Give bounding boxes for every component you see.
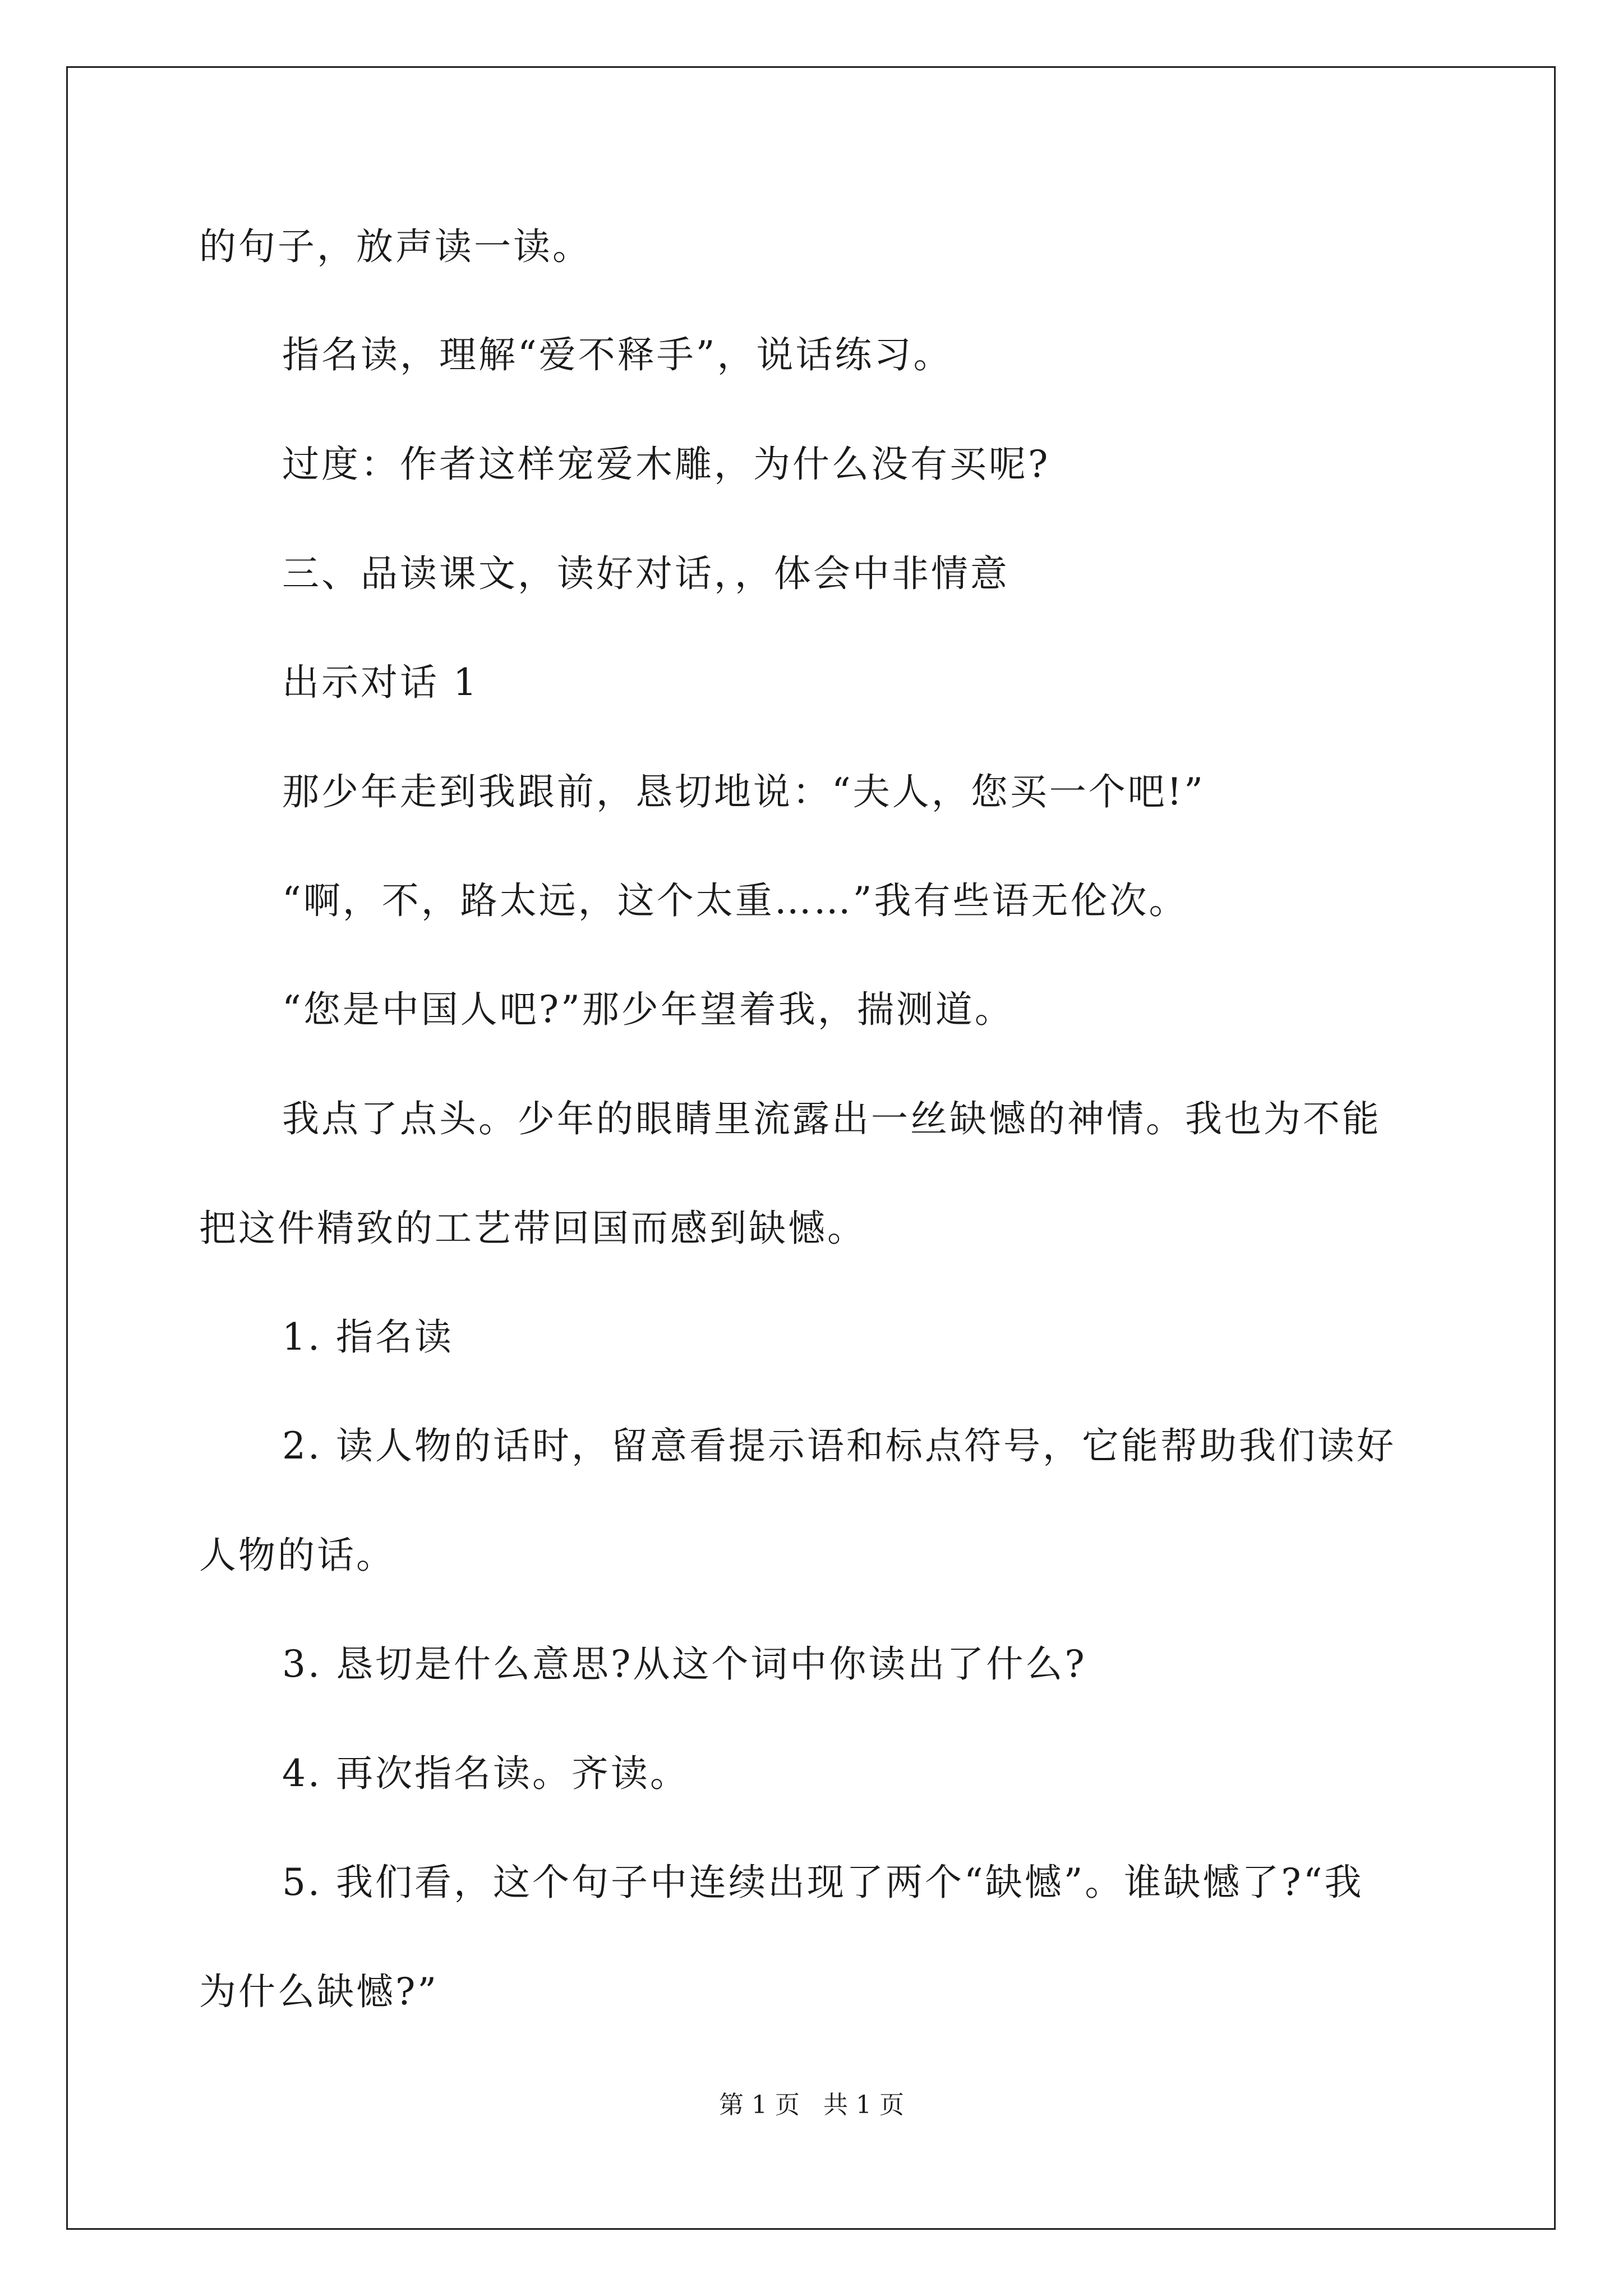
text-line-13: 人物的话。 bbox=[199, 1534, 395, 1577]
text-line-7: “啊，不，路太远，这个太重……”我有些语无伦次。 bbox=[282, 879, 1188, 922]
text-line-14: 3. 恳切是什么意思?从这个词中你读出了什么? bbox=[282, 1642, 1087, 1686]
text-line-8: “您是中国人吧?”那少年望着我，揣测道。 bbox=[282, 988, 1014, 1031]
text-line-1: 的句子，放声读一读。 bbox=[199, 225, 592, 268]
text-line-17: 为什么缺憾?” bbox=[199, 1970, 439, 2013]
text-line-11: 1. 指名读 bbox=[282, 1315, 454, 1359]
text-line-6: 那少年走到我跟前，恳切地说：“夫人，您买一个吧!” bbox=[282, 770, 1206, 813]
text-line-12: 2. 读人物的话时，留意看提示语和标点符号，它能帮助我们读好 bbox=[282, 1424, 1396, 1467]
text-line-3: 过度：作者这样宠爱木雕，为什么没有买呢? bbox=[282, 443, 1050, 486]
page-number-footer: 第 1 页 共 1 页 bbox=[719, 2091, 904, 2119]
page-border bbox=[66, 66, 1556, 2230]
text-line-10: 把这件精致的工艺带回国而感到缺憾。 bbox=[199, 1207, 866, 1250]
text-line-5: 出示对话 1 bbox=[282, 661, 479, 704]
text-line-9: 我点了点头。少年的眼睛里流露出一丝缺憾的神情。我也为不能 bbox=[282, 1097, 1381, 1140]
text-line-16: 5. 我们看，这个句子中连续出现了两个“缺憾”。谁缺憾了?“我 bbox=[282, 1861, 1364, 1904]
text-line-4: 三、品读课文，读好对话，，体会中非情意 bbox=[282, 552, 1009, 595]
text-line-2: 指名读，理解“爱不释手”，说话练习。 bbox=[282, 333, 953, 376]
text-line-15: 4. 再次指名读。齐读。 bbox=[282, 1752, 689, 1795]
